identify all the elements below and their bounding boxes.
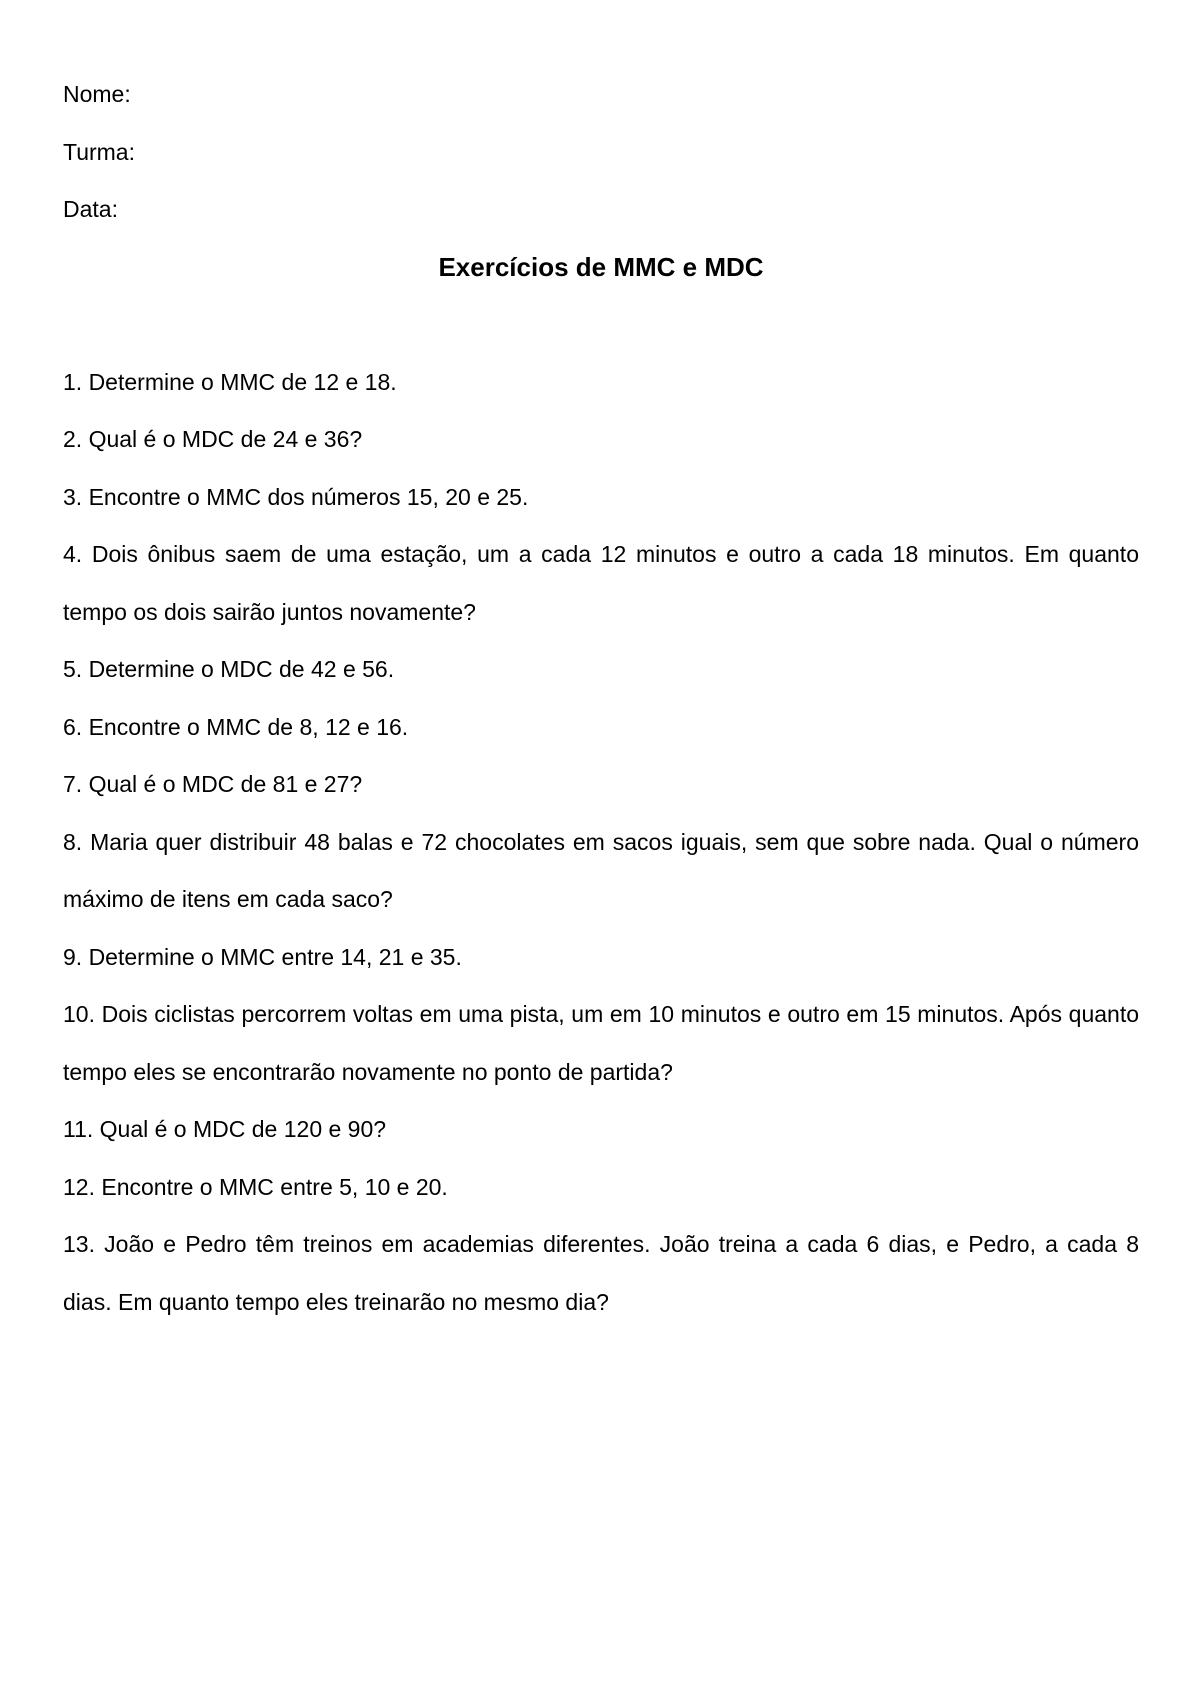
question-4: 4. Dois ônibus saem de uma estação, um a cada 12 minutos e outro a cada 18 minutos. Em quanto tempo os dois sairão juntos novamente? <box>63 541 1139 625</box>
question-7: 7. Qual é o MDC de 81 e 27? <box>63 771 363 797</box>
question-10: 10. Dois ciclistas percorrem voltas em uma pista, um em 10 minutos e outro em 15 minutos. Após quanto tempo eles se encontrarão novamente no ponto de partida? <box>63 1001 1139 1085</box>
question-1: 1. Determine o MMC de 12 e 18. <box>63 368 397 395</box>
title-spacer <box>63 296 1139 354</box>
question-9: 9. Determine o MMC entre 14, 21 e 35. <box>63 943 462 970</box>
question-5: 5. Determine o MDC de 42 e 56. <box>63 656 395 682</box>
question-13: 13. João e Pedro têm treinos em academias diferentes. João treina a cada 6 dias, e Pedro, a cada 8 dias. Em quanto tempo eles treinarão no mesmo dia? <box>63 1231 1139 1315</box>
name-label: Nome: <box>63 81 131 107</box>
page-title: Exercícios de MMC e MDC <box>438 251 764 282</box>
question-2: 2. Qual é o MDC de 24 e 36? <box>63 426 363 452</box>
question-3: 3. Encontre o MMC dos números 15, 20 e 25. <box>63 483 529 510</box>
question-8: 8. Maria quer distribuir 48 balas e 72 chocolates em sacos iguais, sem que sobre nada. Qual o número máximo de itens em cada saco? <box>63 828 1139 912</box>
worksheet-content <box>63 66 1139 1331</box>
question-12: 12. Encontre o MMC entre 5, 10 e 20. <box>63 1173 448 1200</box>
question-11: 11. Qual é o MDC de 120 e 90? <box>63 1116 387 1142</box>
class-label: Turma: <box>63 138 135 165</box>
date-label: Data: <box>63 196 118 222</box>
question-6: 6. Encontre o MMC de 8, 12 e 16. <box>63 713 409 740</box>
